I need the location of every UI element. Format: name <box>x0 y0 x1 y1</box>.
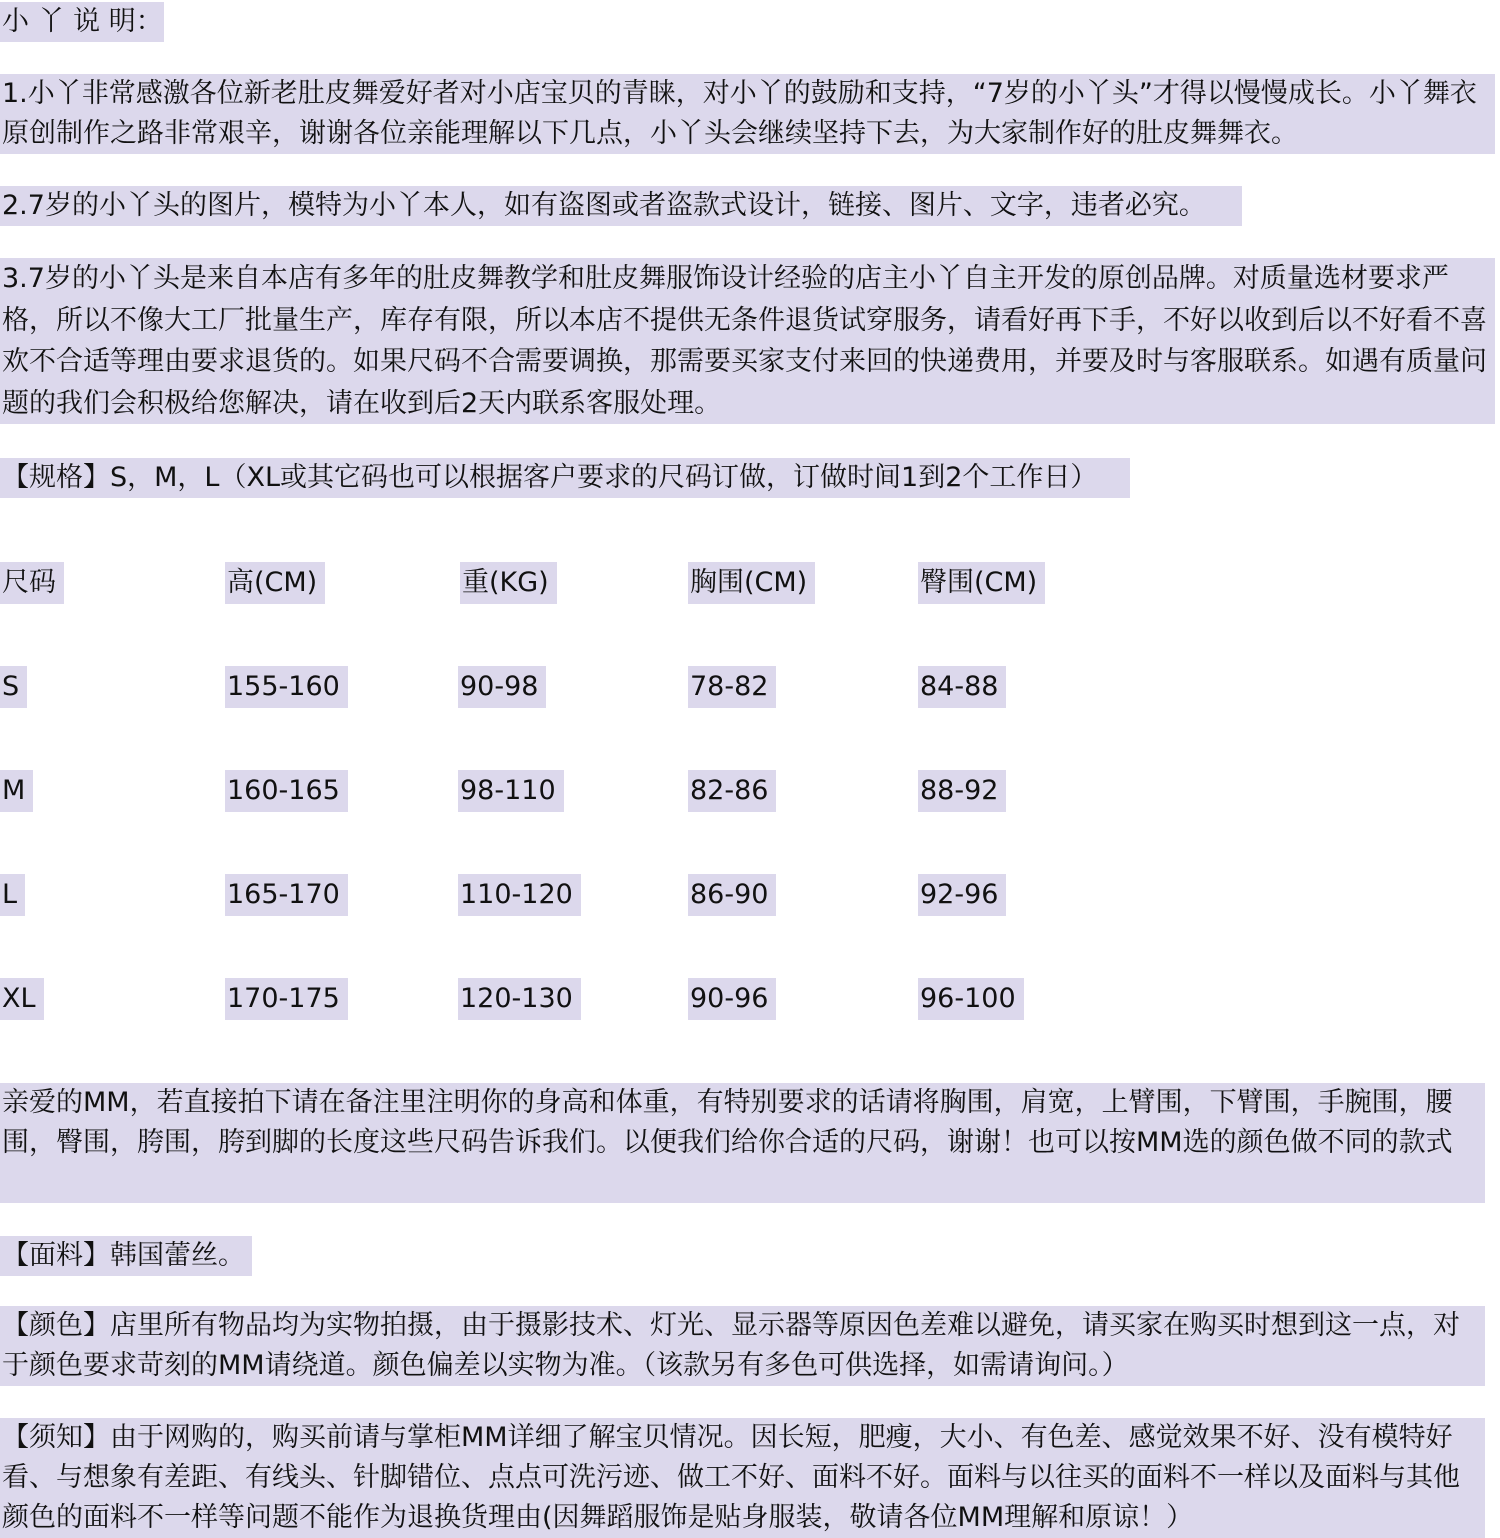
table-header-chest: 胸围(CM) <box>688 562 815 604</box>
table-cell-height: 155-160 <box>225 666 348 708</box>
table-cell-size: M <box>0 770 33 812</box>
table-cell-chest: 90-96 <box>688 978 776 1020</box>
measurement-note: 亲爱的MM，若直接拍下请在备注里注明你的身高和体重，有特别要求的话请将胸围，肩宽，上臂围，下臂围，手腕围，腰围，臀围，胯围，胯到脚的长度这些尺码告诉我们。以便我们给你合适的尺码，谢谢！也可以按MM选的颜色做不同的款式 <box>0 1083 1485 1203</box>
notice-note: 【须知】由于网购的，购买前请与掌柜MM详细了解宝贝情况。因长短，肥瘦，大小、有色差、感觉效果不好、没有模特好看、与想象有差距、有线头、针脚错位、点点可洗污迹、做工不好、面料不好。面料与以往买的面料不一样以及面料与其他颜色的面料不一样等问题不能作为退换货理由(因舞蹈服饰是贴身服装，敬请各位MM理解和原谅！） <box>0 1418 1485 1538</box>
table-header-weight: 重(KG) <box>460 562 557 604</box>
table-header-hip: 臀围(CM) <box>918 562 1045 604</box>
color-note: 【颜色】店里所有物品均为实物拍摄，由于摄影技术、灯光、显示器等原因色差难以避免，请买家在购买时想到这一点，对于颜色要求苛刻的MM请绕道。颜色偏差以实物为准。（该款另有多色可供选择，如需请询问。） <box>0 1306 1485 1386</box>
paragraph-2: 2.7岁的小丫头的图片，模特为小丫本人，如有盗图或者盗款式设计，链接、图片、文字，违者必究。 <box>0 186 1242 226</box>
table-cell-hip: 92-96 <box>918 874 1006 916</box>
table-cell-chest: 86-90 <box>688 874 776 916</box>
fabric-line: 【面料】韩国蕾丝。 <box>0 1236 252 1276</box>
table-cell-size: XL <box>0 978 44 1020</box>
table-cell-weight: 90-98 <box>458 666 546 708</box>
table-cell-height: 160-165 <box>225 770 348 812</box>
table-cell-size: L <box>0 874 25 916</box>
table-cell-height: 165-170 <box>225 874 348 916</box>
paragraph-1: 1.小丫非常感激各位新老肚皮舞爱好者对小店宝贝的青睐，对小丫的鼓励和支持，“7岁的小丫头”才得以慢慢成长。小丫舞衣原创制作之路非常艰辛，谢谢各位亲能理解以下几点，小丫头会继续坚持下去，为大家制作好的肚皮舞舞衣。 <box>0 74 1495 154</box>
table-cell-weight: 98-110 <box>458 770 564 812</box>
table-header-height: 高(CM) <box>225 562 325 604</box>
table-cell-chest: 82-86 <box>688 770 776 812</box>
table-cell-hip: 96-100 <box>918 978 1024 1020</box>
table-cell-height: 170-175 <box>225 978 348 1020</box>
table-cell-hip: 84-88 <box>918 666 1006 708</box>
paragraph-3: 3.7岁的小丫头是来自本店有多年的肚皮舞教学和肚皮舞服饰设计经验的店主小丫自主开发的原创品牌。对质量选材要求严格，所以不像大工厂批量生产，库存有限，所以本店不提供无条件退货试穿服务，请看好再下手，不好以收到后以不好看不喜欢不合适等理由要求退货的。如果尺码不合需要调换，那需要买家支付来回的快递费用，并要及时与客服联系。如遇有质量问题的我们会积极给您解决，请在收到后2天内联系客服处理。 <box>0 258 1495 424</box>
table-cell-chest: 78-82 <box>688 666 776 708</box>
table-header-size: 尺码 <box>0 562 64 604</box>
page-title: 小 丫 说 明： <box>0 2 164 42</box>
size-table <box>0 560 1100 1030</box>
table-cell-size: S <box>0 666 27 708</box>
table-cell-weight: 120-130 <box>458 978 581 1020</box>
spec-line: 【规格】S，M，L（XL或其它码也可以根据客户要求的尺码订做，订做时间1到2个工作日） <box>0 458 1130 498</box>
table-cell-weight: 110-120 <box>458 874 581 916</box>
table-cell-hip: 88-92 <box>918 770 1006 812</box>
